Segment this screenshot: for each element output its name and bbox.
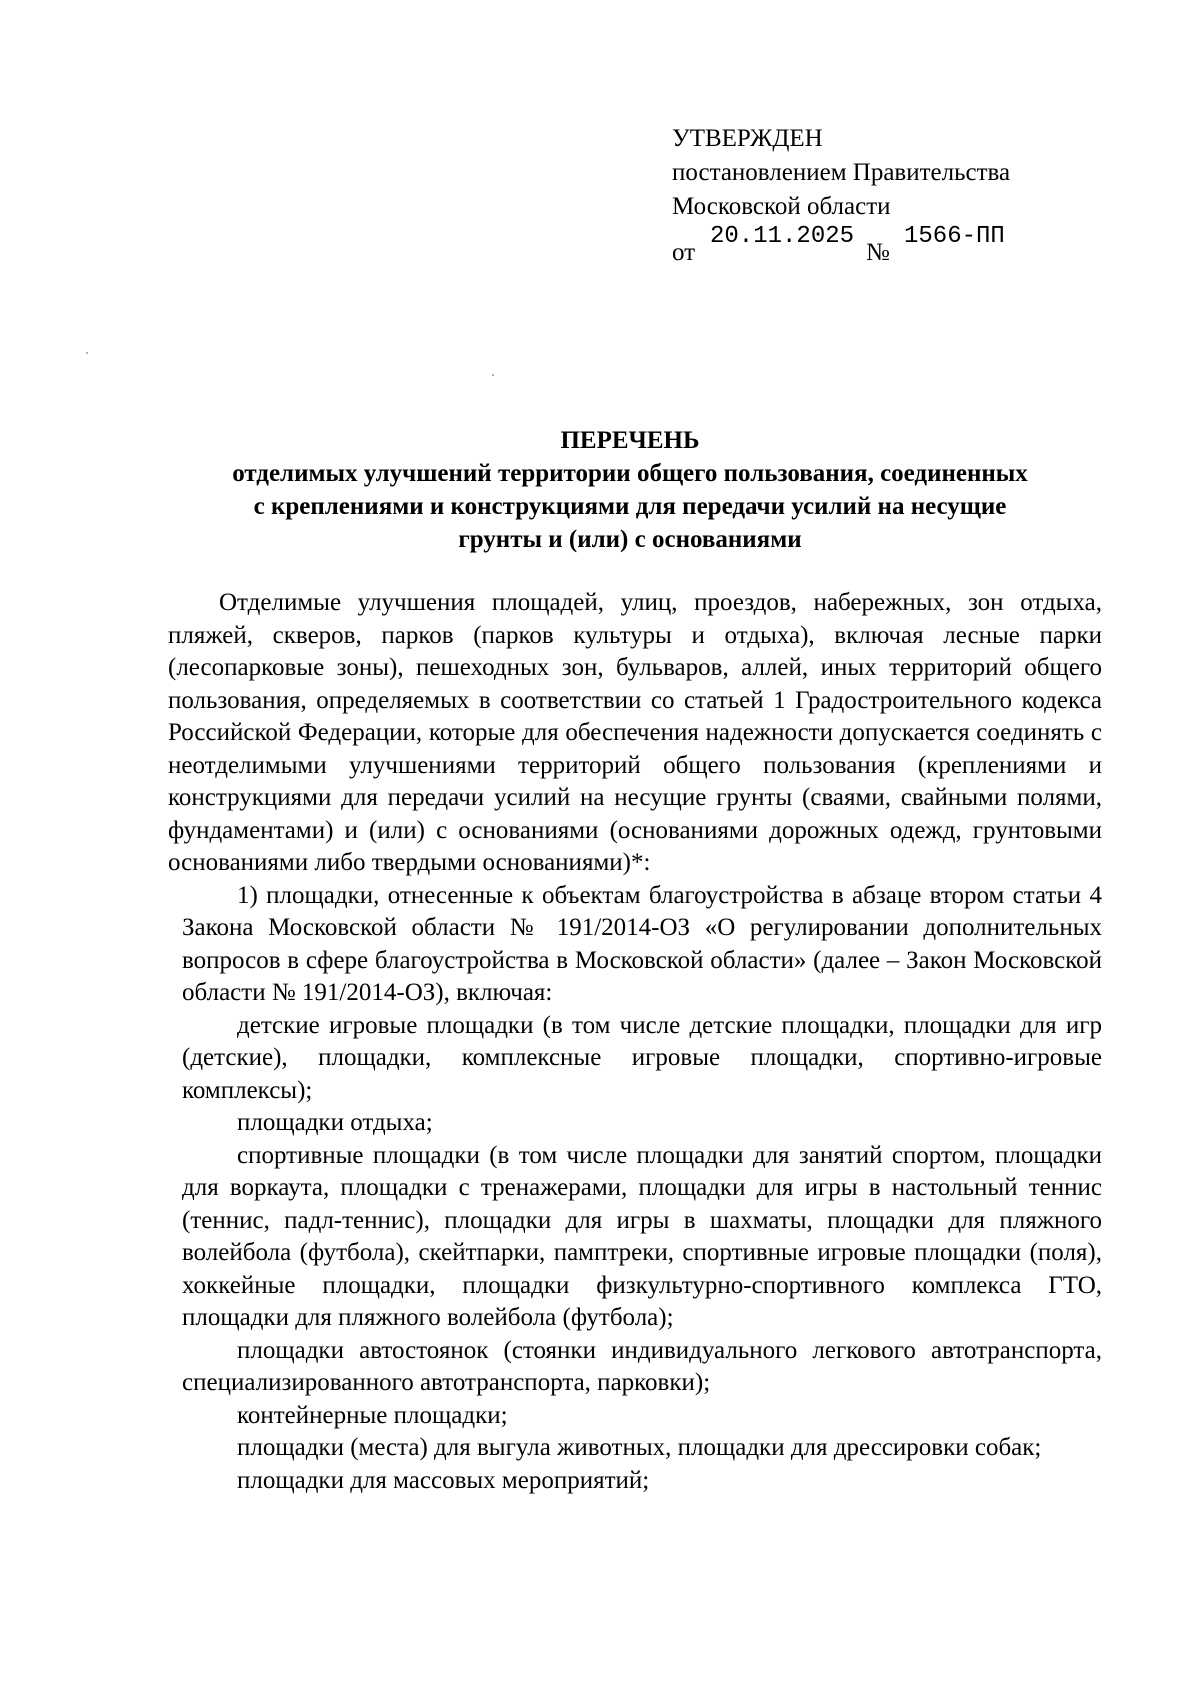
title-line-1: отделимых улучшений территории общего пользования, соединенных xyxy=(232,460,1028,487)
approval-date: 20.11.2025 xyxy=(710,223,855,250)
approval-line-1: постановлением Правительства xyxy=(672,159,1011,186)
scan-speck xyxy=(492,374,494,376)
title-main: ПЕРЕЧЕНЬ xyxy=(560,427,700,454)
approval-stamp xyxy=(672,122,1011,266)
sub-item-rest-areas: площадки отдыха; xyxy=(237,1109,433,1136)
approval-number: 1566-ПП xyxy=(904,223,1005,250)
document-title xyxy=(170,424,1090,556)
scan-speck xyxy=(86,352,88,354)
sub-item-sports-grounds: спортивные площадки (в том числе площадки для занятий спортом, площадки для воркаута, площадки с тренажерами, площадки для игры в настольный теннис (теннис, падл-теннис), площадки для игры в шахматы, площадки для пляжного волейбола (футбола), скейтпарки, памптреки, спортивные игровые площадки (поля), хоккейные площадки, площадки физкультурно-спортивного комплекса ГТО, площадки для пляжного волейбола (футбола); xyxy=(182,1141,1102,1331)
sub-item-children-playgrounds: детские игровые площадки (в том числе детские площадки, площадки для игр (детские), площадки, комплексные игровые площадки, спортивно-игровые комплексы); xyxy=(182,1011,1102,1104)
title-line-3: грунты и (или) с основаниями xyxy=(458,526,802,553)
intro-paragraph: Отделимые улучшения площадей, улиц, проездов, набережных, зон отдыха, пляжей, скверов, парков (парков культуры и отдыха), включая лесные парки (лесопарковые зоны), пешеходных зон, бульваров, аллей, иных территорий общего пользования, определяемых в соответствии со статьей 1 Градостроительного кодекса Российской Федерации, которые для обеспечения надежности допускается соединять с неотделимыми улучшениями территорий общего пользования (креплениями и конструкциями для передачи усилий на несущие грунты (сваями, свайными полями, фундаментами) и (или) с основаниями (основаниями дорожных одежд, грунтовыми основаниями либо твердыми основаниями)*: xyxy=(168,589,1102,876)
approval-heading: УТВЕРЖДЕН xyxy=(672,125,823,152)
sub-item-parking: площадки автостоянок (стоянки индивидуального легкового автотранспорта, специализированного автотранспорта, парковки); xyxy=(182,1336,1102,1396)
sub-item-dog-walking: площадки (места) для выгула животных, площадки для дрессировки собак; xyxy=(237,1434,1042,1461)
approval-line-2: Московской области xyxy=(672,193,891,220)
document-body xyxy=(168,587,1102,1497)
sub-item-mass-events: площадки для массовых мероприятий; xyxy=(237,1466,650,1494)
approval-date-line xyxy=(672,223,1010,266)
approval-ot-label: от xyxy=(672,239,696,266)
list-item-1: 1) площадки, отнесенные к объектам благоустройства в абзаце втором статьи 4 Закона Московской области № 191/2014-ОЗ «О регулировании дополнительных вопросов в сфере благоустройства в Московской области» (далее – Закон Московской области № 191/2014-ОЗ), включая: xyxy=(182,881,1102,1006)
sub-item-container-sites: контейнерные площадки; xyxy=(237,1401,508,1429)
approval-number-sign: № xyxy=(866,239,890,266)
title-line-2: с креплениями и конструкциями для передачи усилий на несущие xyxy=(253,493,1007,520)
